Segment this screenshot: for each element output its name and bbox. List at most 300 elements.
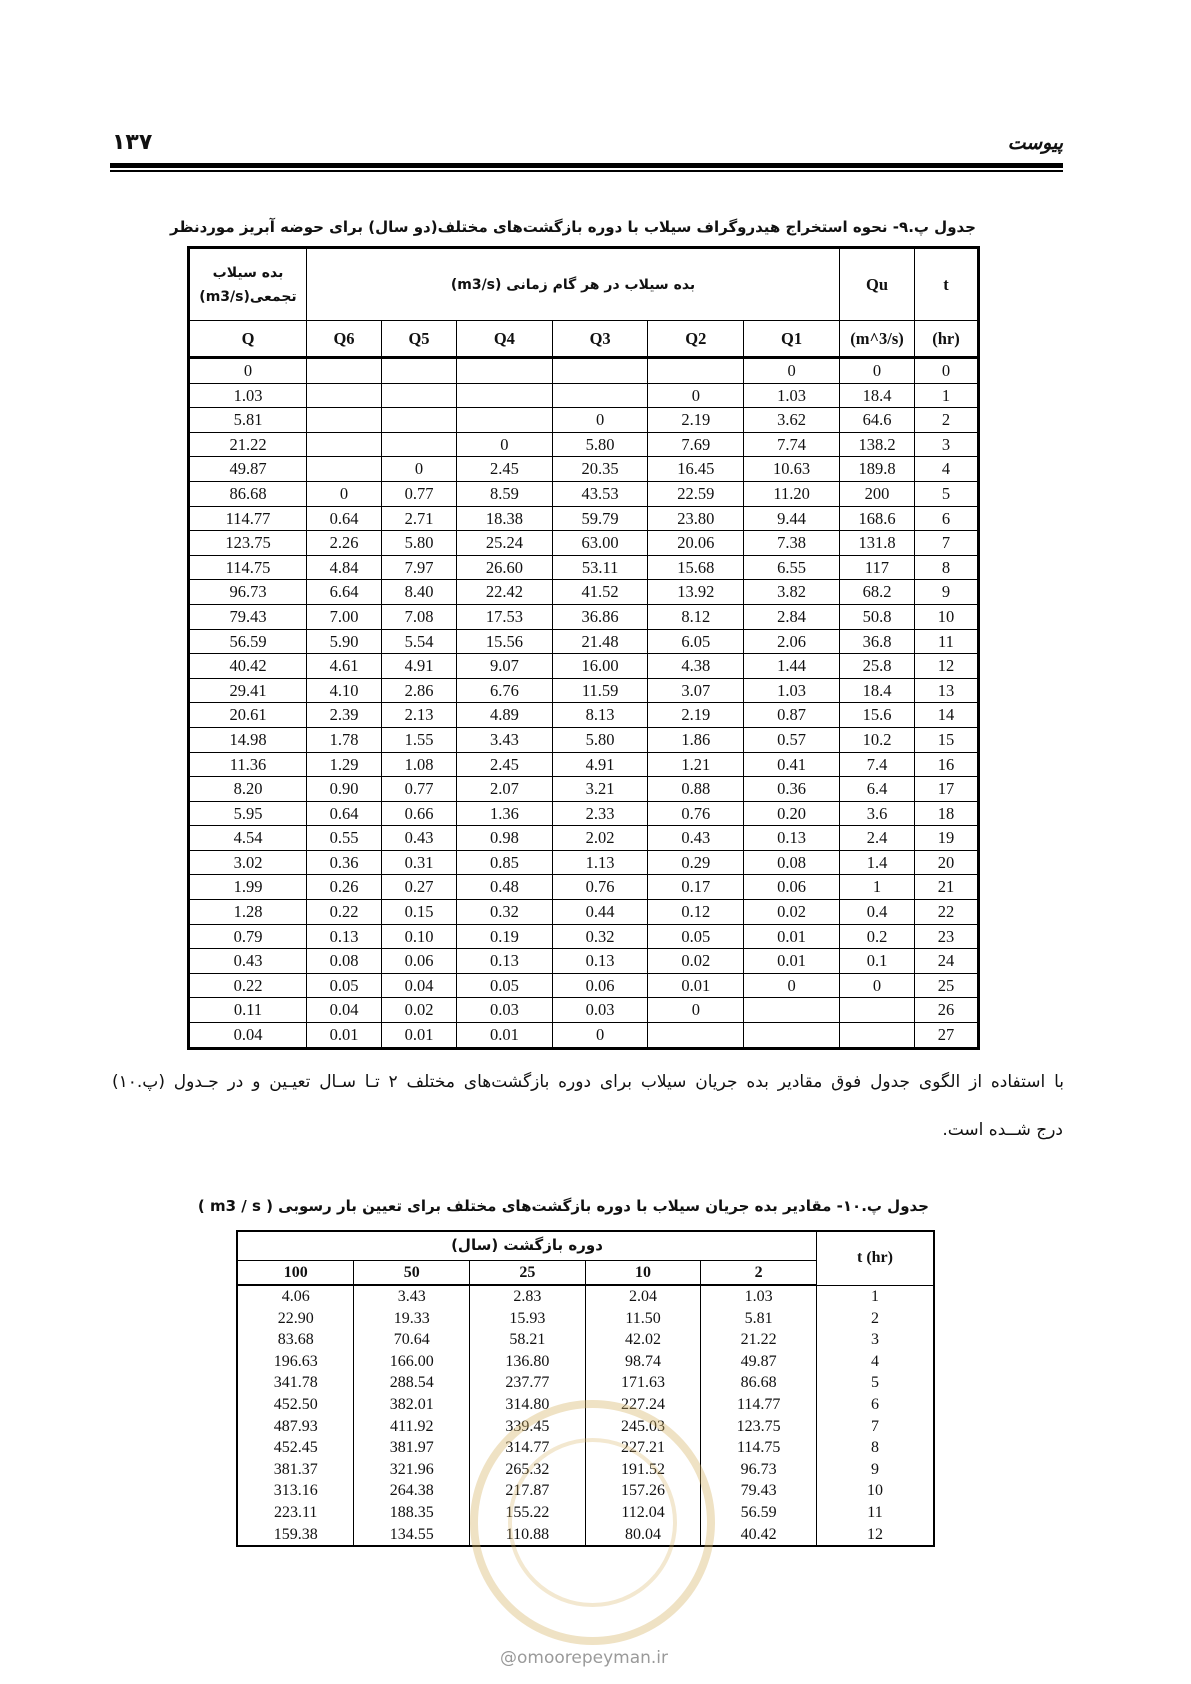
table-cell: 0.4 — [840, 900, 915, 925]
table-cell: 17.53 — [457, 604, 553, 629]
table-row — [189, 654, 979, 679]
table-cell: 382.01 — [354, 1394, 470, 1416]
table-cell: 79.43 — [701, 1480, 817, 1502]
table-cell: 80.04 — [585, 1524, 701, 1547]
table-row — [189, 998, 979, 1023]
table-cell: 16.00 — [552, 654, 648, 679]
table-cell: 2.45 — [457, 457, 553, 482]
table-cell: 0.01 — [648, 973, 744, 998]
table-cell: 29.41 — [189, 678, 307, 703]
table-cell — [552, 358, 648, 384]
table-cell: 7 — [915, 531, 979, 556]
table-cell: 411.92 — [354, 1416, 470, 1438]
table-cell: 0.08 — [307, 949, 382, 974]
table-cell: 2.4 — [840, 826, 915, 851]
table-cell: 36.86 — [552, 604, 648, 629]
t-hr-header: t (hr) — [817, 1231, 935, 1285]
table-cell: 5.81 — [189, 408, 307, 433]
table-cell: 114.77 — [189, 506, 307, 531]
table-cell: 2.19 — [648, 408, 744, 433]
table-cell: 0.12 — [648, 900, 744, 925]
table-row — [189, 727, 979, 752]
table-cell: 114.77 — [701, 1394, 817, 1416]
table-cell: 10.63 — [744, 457, 840, 482]
table-cell: 0.85 — [457, 850, 553, 875]
table-cell: 171.63 — [585, 1372, 701, 1394]
table-cell: 5.80 — [552, 432, 648, 457]
table-cell: 159.38 — [237, 1524, 354, 1547]
table-cell: 3 — [915, 432, 979, 457]
table-cell: 0.04 — [382, 973, 457, 998]
table-cell: 4 — [817, 1351, 935, 1373]
table-cell: 3.6 — [840, 801, 915, 826]
table-cell: 3.43 — [354, 1285, 470, 1308]
table-cell: 314.80 — [470, 1394, 586, 1416]
table-cell: 1.86 — [648, 727, 744, 752]
table-cell: 8.12 — [648, 604, 744, 629]
table-cell: 0.08 — [744, 850, 840, 875]
table-cell: 22.59 — [648, 481, 744, 506]
table-row — [189, 752, 979, 777]
table-cell: 63.00 — [552, 531, 648, 556]
table-cell: 0.03 — [457, 998, 553, 1023]
table-cell: 2.86 — [382, 678, 457, 703]
table-cell: 0.88 — [648, 777, 744, 802]
table-cell: 20.61 — [189, 703, 307, 728]
table-cell: 10 — [817, 1480, 935, 1502]
table-cell: 10 — [915, 604, 979, 629]
table-cell: 0.13 — [307, 924, 382, 949]
table-cell: 15.6 — [840, 703, 915, 728]
paragraph-line-2: درج شــده است. — [942, 1120, 1063, 1140]
table-cell: 0.27 — [382, 875, 457, 900]
table-cell: 0.05 — [307, 973, 382, 998]
table-cell: 112.04 — [585, 1502, 701, 1524]
table-cell: 0.57 — [744, 727, 840, 752]
table-cell: 15 — [915, 727, 979, 752]
table-row — [189, 408, 979, 433]
table-cell: 11.20 — [744, 481, 840, 506]
table-cell: 26 — [915, 998, 979, 1023]
table-cell — [457, 383, 553, 408]
table-cell: 18.38 — [457, 506, 553, 531]
table-cell: 41.52 — [552, 580, 648, 605]
table-cell: 136.80 — [470, 1351, 586, 1373]
table-cell: 96.73 — [189, 580, 307, 605]
table-cell — [552, 383, 648, 408]
table-cell: 3.02 — [189, 850, 307, 875]
table-cell — [744, 1023, 840, 1049]
table-cell: 1.21 — [648, 752, 744, 777]
table-cell: 7.97 — [382, 555, 457, 580]
table-cell: 123.75 — [701, 1416, 817, 1438]
table-cell: 0.48 — [457, 875, 553, 900]
table-cell: 188.35 — [354, 1502, 470, 1524]
table-cell: 0.36 — [307, 850, 382, 875]
qu-header: Qu — [840, 248, 915, 321]
table-cell: 321.96 — [354, 1459, 470, 1481]
table-cell: 3.82 — [744, 580, 840, 605]
table-cell: 314.77 — [470, 1437, 586, 1459]
table-row — [237, 1416, 934, 1438]
table-cell — [744, 998, 840, 1023]
table-cell: 0.32 — [552, 924, 648, 949]
table-cell: 53.11 — [552, 555, 648, 580]
table-cell: 0.05 — [457, 973, 553, 998]
table-cell: 0.76 — [648, 801, 744, 826]
table-cell: 4.84 — [307, 555, 382, 580]
table-row — [237, 1394, 934, 1416]
table-cell: 7.00 — [307, 604, 382, 629]
table-cell: 22.42 — [457, 580, 553, 605]
table-cell: 0.76 — [552, 875, 648, 900]
table-row — [189, 826, 979, 851]
table-cell: 5.95 — [189, 801, 307, 826]
table-cell: 0.11 — [189, 998, 307, 1023]
table-cell: 25.24 — [457, 531, 553, 556]
table-cell: 8.20 — [189, 777, 307, 802]
table-row — [189, 580, 979, 605]
table-cell: 56.59 — [189, 629, 307, 654]
table-cell: 0.29 — [648, 850, 744, 875]
table-cell: 18.4 — [840, 383, 915, 408]
period-header: 25 — [470, 1261, 586, 1286]
table-cell: 56.59 — [701, 1502, 817, 1524]
table-row — [237, 1459, 934, 1481]
table-cell: 0.19 — [457, 924, 553, 949]
table-cell: 18.4 — [840, 678, 915, 703]
table-cell: 157.26 — [585, 1480, 701, 1502]
table-cell: 0.22 — [307, 900, 382, 925]
table-cell: 0.06 — [744, 875, 840, 900]
table-cell: 0.77 — [382, 481, 457, 506]
table-row — [189, 555, 979, 580]
table-row — [189, 1023, 979, 1049]
table-cell: 2.33 — [552, 801, 648, 826]
table-cell: 6.64 — [307, 580, 382, 605]
table-cell: 1.03 — [744, 383, 840, 408]
table-cell: 6.4 — [840, 777, 915, 802]
table-row — [189, 850, 979, 875]
table-cell: 1 — [915, 383, 979, 408]
table-cell: 3.21 — [552, 777, 648, 802]
table-row — [189, 949, 979, 974]
table-cell: 0 — [307, 481, 382, 506]
table-cell: 6.05 — [648, 629, 744, 654]
table-cell: 21 — [915, 875, 979, 900]
table-row — [189, 703, 979, 728]
table-cell: 0.41 — [744, 752, 840, 777]
table-cell: 11.59 — [552, 678, 648, 703]
table-cell: 0.43 — [189, 949, 307, 974]
table-cell: 110.88 — [470, 1524, 586, 1547]
table-cell: 20.35 — [552, 457, 648, 482]
table-cell: 0.26 — [307, 875, 382, 900]
table-row — [189, 900, 979, 925]
table-cell: 0 — [552, 408, 648, 433]
table-cell: 6 — [817, 1394, 935, 1416]
table-cell: 7.74 — [744, 432, 840, 457]
table-cell: 452.45 — [237, 1437, 354, 1459]
table-cell: 0.20 — [744, 801, 840, 826]
table-row — [189, 604, 979, 629]
table-cell: 50.8 — [840, 604, 915, 629]
table-cell: 3.43 — [457, 727, 553, 752]
table-cell: 25 — [915, 973, 979, 998]
return-period-table — [236, 1230, 935, 1547]
table-cell: 23 — [915, 924, 979, 949]
table-cell: 4.91 — [552, 752, 648, 777]
table-cell: 0 — [457, 432, 553, 457]
table-cell: 0.06 — [382, 949, 457, 974]
column-header: (hr) — [915, 321, 979, 358]
column-header: Q — [189, 321, 307, 358]
table-cell: 1.29 — [307, 752, 382, 777]
table-cell — [840, 1023, 915, 1049]
table-cell: 8 — [817, 1437, 935, 1459]
table-cell: 7 — [817, 1416, 935, 1438]
table-cell: 0.01 — [744, 924, 840, 949]
table-cell: 7.4 — [840, 752, 915, 777]
section-title: پیوست — [1007, 132, 1063, 154]
table-cell: 15.56 — [457, 629, 553, 654]
table-cell: 0.04 — [307, 998, 382, 1023]
table-cell: 3.62 — [744, 408, 840, 433]
table-cell: 0 — [552, 1023, 648, 1049]
table-cell: 5.90 — [307, 629, 382, 654]
table-cell: 1.03 — [189, 383, 307, 408]
table-cell: 5.54 — [382, 629, 457, 654]
table-cell: 5 — [915, 481, 979, 506]
table-cell: 245.03 — [585, 1416, 701, 1438]
table-cell: 14.98 — [189, 727, 307, 752]
table-cell: 0 — [915, 358, 979, 384]
table-cell: 9.44 — [744, 506, 840, 531]
table-cell: 0.64 — [307, 801, 382, 826]
table-cell: 26.60 — [457, 555, 553, 580]
table-cell: 8 — [915, 555, 979, 580]
table-row — [237, 1285, 934, 1308]
table-cell: 9.07 — [457, 654, 553, 679]
table-row — [237, 1351, 934, 1373]
table-cell: 13.92 — [648, 580, 744, 605]
table-cell: 166.00 — [354, 1351, 470, 1373]
table-cell: 0.90 — [307, 777, 382, 802]
table-cell: 0 — [840, 973, 915, 998]
table-cell: 15.93 — [470, 1308, 586, 1330]
table-cell: 2.06 — [744, 629, 840, 654]
table-cell: 16.45 — [648, 457, 744, 482]
table-cell: 0.22 — [189, 973, 307, 998]
table-cell: 4 — [915, 457, 979, 482]
table-cell: 0.32 — [457, 900, 553, 925]
table-cell: 16 — [915, 752, 979, 777]
table-cell: 381.97 — [354, 1437, 470, 1459]
table-cell: 339.45 — [470, 1416, 586, 1438]
table-cell: 131.8 — [840, 531, 915, 556]
table-cell: 2.84 — [744, 604, 840, 629]
table-row — [189, 973, 979, 998]
table-cell: 168.6 — [840, 506, 915, 531]
table-cell: 12 — [817, 1524, 935, 1547]
table-cell: 0.1 — [840, 949, 915, 974]
table-cell: 264.38 — [354, 1480, 470, 1502]
table-cell: 227.24 — [585, 1394, 701, 1416]
table-cell: 0.13 — [552, 949, 648, 974]
table-cell: 1.08 — [382, 752, 457, 777]
table-cell: 0.02 — [648, 949, 744, 974]
table-cell: 22.90 — [237, 1308, 354, 1330]
table-cell: 7.38 — [744, 531, 840, 556]
table-cell: 19 — [915, 826, 979, 851]
table-cell: 21.22 — [189, 432, 307, 457]
table-cell: 24 — [915, 949, 979, 974]
table-cell: 49.87 — [701, 1351, 817, 1373]
table-row — [237, 1329, 934, 1351]
table-cell: 189.8 — [840, 457, 915, 482]
table-cell: 4.06 — [237, 1285, 354, 1308]
table10-caption: جدول پ.۱۰- مقادیر بده جریان سیلاب با دوره بازگشت‌های مختلف برای تعیین بار رسوبی ( m3 / s ) — [197, 1197, 929, 1215]
table-cell: 200 — [840, 481, 915, 506]
table-cell: 114.75 — [701, 1437, 817, 1459]
table-cell: 0.01 — [307, 1023, 382, 1049]
table-row — [189, 924, 979, 949]
table-cell: 58.21 — [470, 1329, 586, 1351]
table-cell: 487.93 — [237, 1416, 354, 1438]
table-cell: 0 — [840, 358, 915, 384]
table-cell: 191.52 — [585, 1459, 701, 1481]
table-cell: 138.2 — [840, 432, 915, 457]
table-cell: 4.61 — [307, 654, 382, 679]
table-row — [189, 875, 979, 900]
table-cell: 0.79 — [189, 924, 307, 949]
table-cell: 9 — [915, 580, 979, 605]
column-header: Q5 — [382, 321, 457, 358]
table-cell: 0.2 — [840, 924, 915, 949]
table-cell — [457, 358, 553, 384]
table-row — [237, 1480, 934, 1502]
table-cell: 1.13 — [552, 850, 648, 875]
table-cell: 2.07 — [457, 777, 553, 802]
table-cell: 8.59 — [457, 481, 553, 506]
table-cell: 0.06 — [552, 973, 648, 998]
period-header: 10 — [585, 1261, 701, 1286]
table-cell: 15.68 — [648, 555, 744, 580]
table-cell: 7.69 — [648, 432, 744, 457]
table9-caption: جدول پ.۹- نحوه استخراج هیدروگراف سیلاب با دوره بازگشت‌های مختلف(دو سال) برای حوضه آبریز موردنظر — [170, 218, 976, 236]
table-cell: 2.02 — [552, 826, 648, 851]
table-row — [189, 801, 979, 826]
header-rule-thin — [110, 170, 1063, 172]
table-row — [237, 1308, 934, 1330]
table-cell: 9 — [817, 1459, 935, 1481]
period-header: 100 — [237, 1261, 354, 1286]
table-cell: 1 — [840, 875, 915, 900]
table-cell: 3 — [817, 1329, 935, 1351]
table-cell: 4.91 — [382, 654, 457, 679]
table-cell: 83.68 — [237, 1329, 354, 1351]
table-cell: 2.13 — [382, 703, 457, 728]
table-cell: 68.2 — [840, 580, 915, 605]
table-row — [189, 531, 979, 556]
table-cell: 64.6 — [840, 408, 915, 433]
table-row — [189, 777, 979, 802]
table-cell: 0 — [648, 383, 744, 408]
period-header: 2 — [701, 1261, 817, 1286]
table-cell: 288.54 — [354, 1372, 470, 1394]
table-cell — [307, 383, 382, 408]
return-period-header: دوره بازگشت (سال) — [237, 1231, 817, 1261]
table-cell: 2.45 — [457, 752, 553, 777]
paragraph-line-1: با استفاده از الگوی جدول فوق مقادیر بده جریان سیلاب برای دوره بازگشت‌های مختلف ۲ تـا سـال تعیـین و در جـدول (پ.۱۰) — [112, 1072, 1064, 1092]
table-cell: 313.16 — [237, 1480, 354, 1502]
period-header: 50 — [354, 1261, 470, 1286]
table-cell: 134.55 — [354, 1524, 470, 1547]
table-cell: 6.76 — [457, 678, 553, 703]
table-cell: 1.03 — [744, 678, 840, 703]
table-cell: 14 — [915, 703, 979, 728]
table-cell — [382, 358, 457, 384]
table-cell: 40.42 — [701, 1524, 817, 1547]
table-cell: 4.38 — [648, 654, 744, 679]
table-cell: 86.68 — [701, 1372, 817, 1394]
table-cell: 11 — [817, 1502, 935, 1524]
table-cell — [648, 358, 744, 384]
table-cell: 0.98 — [457, 826, 553, 851]
table-cell: 11.36 — [189, 752, 307, 777]
table-cell — [307, 358, 382, 384]
column-header: Q2 — [648, 321, 744, 358]
table-cell: 2 — [915, 408, 979, 433]
table-cell: 22 — [915, 900, 979, 925]
table-cell: 0.64 — [307, 506, 382, 531]
column-header: (m^3/s) — [840, 321, 915, 358]
table-cell: 0.01 — [744, 949, 840, 974]
table-cell — [840, 998, 915, 1023]
table-cell: 96.73 — [701, 1459, 817, 1481]
table-cell: 1.44 — [744, 654, 840, 679]
table-cell: 21.22 — [701, 1329, 817, 1351]
table-cell: 20 — [915, 850, 979, 875]
header-rule — [110, 163, 1063, 168]
table-cell: 0.13 — [457, 949, 553, 974]
table-cell: 8.13 — [552, 703, 648, 728]
table-cell: 114.75 — [189, 555, 307, 580]
table-cell — [382, 432, 457, 457]
table-cell: 1.99 — [189, 875, 307, 900]
table-cell: 1.55 — [382, 727, 457, 752]
table-row — [189, 678, 979, 703]
table-cell: 341.78 — [237, 1372, 354, 1394]
table-cell: 5.80 — [552, 727, 648, 752]
table-cell: 79.43 — [189, 604, 307, 629]
table-row — [237, 1502, 934, 1524]
table-row — [189, 358, 979, 384]
cumulative-flow-header: بده سیلاب تجمعی(m3/s) — [189, 248, 307, 321]
table-cell: 0.87 — [744, 703, 840, 728]
table-cell: 0 — [744, 973, 840, 998]
table-cell: 0.05 — [648, 924, 744, 949]
table-cell: 11.50 — [585, 1308, 701, 1330]
table-cell: 0.13 — [744, 826, 840, 851]
table-cell: 7.08 — [382, 604, 457, 629]
table-cell: 155.22 — [470, 1502, 586, 1524]
table-cell: 5 — [817, 1372, 935, 1394]
table-cell: 2.19 — [648, 703, 744, 728]
table-cell: 3.07 — [648, 678, 744, 703]
table-cell: 117 — [840, 555, 915, 580]
table-cell: 0.01 — [457, 1023, 553, 1049]
